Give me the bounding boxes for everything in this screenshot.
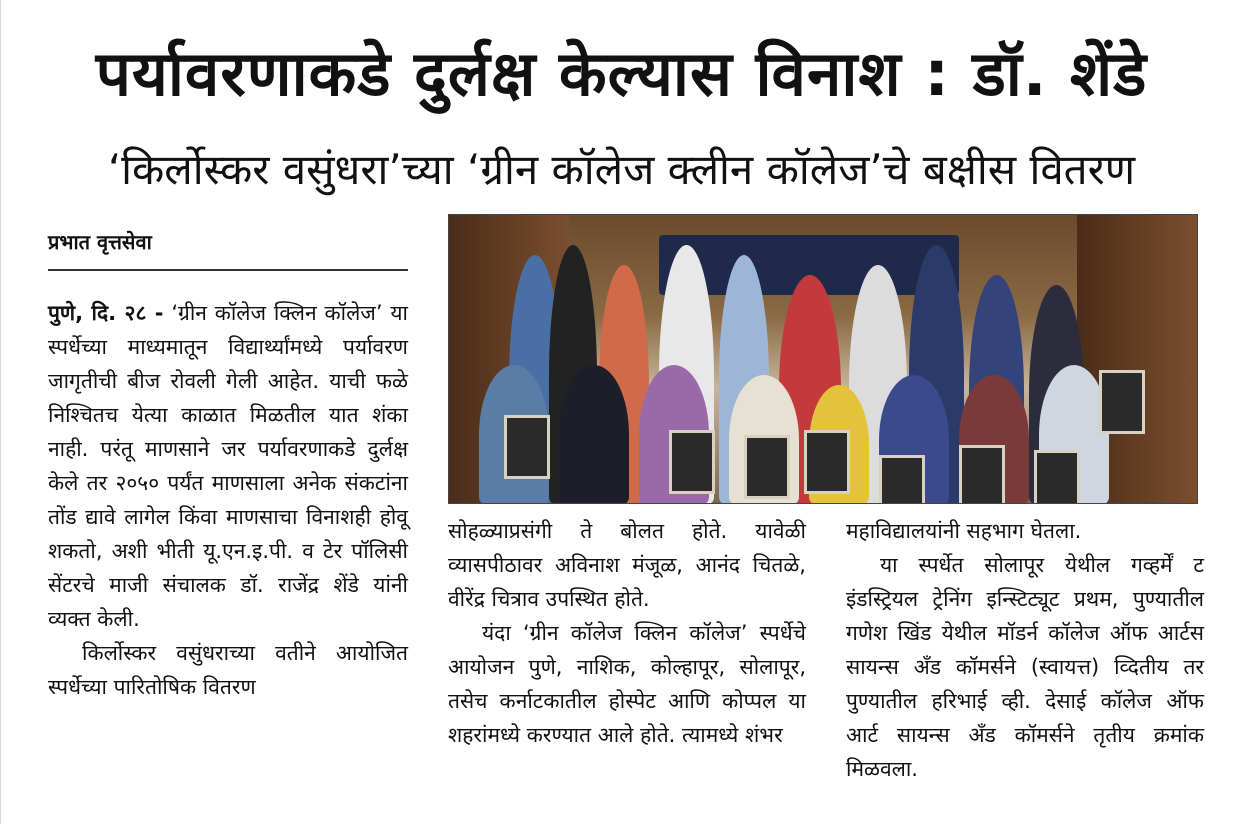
paragraph-1-text: ‘ग्रीन कॉलेज क्लिन कॉलेज’ या स्पर्धेच्या माध्यमातून विद्यार्थ्यांमध्ये पर्यावरण जागृतीची बीज रोवली गेली आहेत. याची फळे निश्चितच येत्या काळात मिळतील यात शंका नाही. परंतू माणसाने जर पर्यावरणाकडे दुर्लक्ष केले तर २०५० पर्यंत माणसाला अनेक संकटांना तोंड द्यावे लागेल किंवा माणसाचा विनाशही होवू शकतो, अशी भीती यू.एन.इ.पी. व टेर पॉलिसी सेंटरचे माजी संचालक डॉ. राजेंद्र शेंडे यांनी व्यक्त केली. [48,301,408,631]
photo-plaque [804,430,850,494]
photo-plaque [744,435,790,499]
photo-plaque [1034,450,1080,504]
article-column-3 [846,514,1204,786]
paragraph-1 [48,296,408,636]
paragraph-5: महाविद्यालयांनी सहभाग घेतला. [846,519,1082,543]
event-photo [448,214,1198,504]
paragraph-3: सोहळ्याप्रसंगी ते बोलत होते. यावेळी व्यासपीठावर अविनाश मंजूळ, आनंद चितळे, वीरेंद्र चित्राव उपस्थित होते. [448,519,806,611]
dateline: पुणे, दि. २८ - [48,301,164,325]
photo-plaque [879,455,925,504]
subheadline: ‘किर्लोस्कर वसुंधरा’च्या ‘ग्रीन कॉलेज क्लीन कॉलेज’चे बक्षीस वितरण [107,145,1136,194]
photo-plaque [504,415,550,479]
article-column-1 [48,296,408,704]
photo-person [559,365,629,504]
byline: प्रभात वृत्तसेवा [48,228,408,271]
headline: पर्यावरणाकडे दुर्लक्ष केल्यास विनाश : डॉ. शेंडे [95,37,1148,110]
paragraph-6: या स्पर्धेत सोलापूर येथील गव्हर्में ट इंडस्ट्रियल ट्रेनिंग इन्स्टिट्यूट प्रथम, पुण्यातील गणेश खिंड येथील मॉडर्न कॉलेज ऑफ आर्टस सायन्स अँड कॉमर्सने (स्वायत्त) व्दितीय तर पुण्यातील हरिभाई व्ही. देसाई कॉलेज ऑफ आर्ट सायन्स अँड कॉमर्सने तृतीय क्रमांक मिळवला. [846,553,1204,781]
paragraph-2: किर्लोस्कर वसुंधराच्या वतीने आयोजित स्पर्धेच्या पारितोषिक वितरण [48,641,408,699]
paragraph-4: यंदा ‘ग्रीन कॉलेज क्लिन कॉलेज’ स्पर्धेचे आयोजन पुणे, नाशिक, कोल्हापूर, सोलापूर, तसेच कर्नाटकातील होस्पेट आणि कोप्पल या शहरांमध्ये करण्यात आले होते. त्यामध्ये शंभर [448,621,806,747]
photo-plaque [669,430,715,494]
photo-plaque [1099,370,1145,434]
photo-plaque [959,445,1005,504]
article-column-2 [448,514,806,752]
